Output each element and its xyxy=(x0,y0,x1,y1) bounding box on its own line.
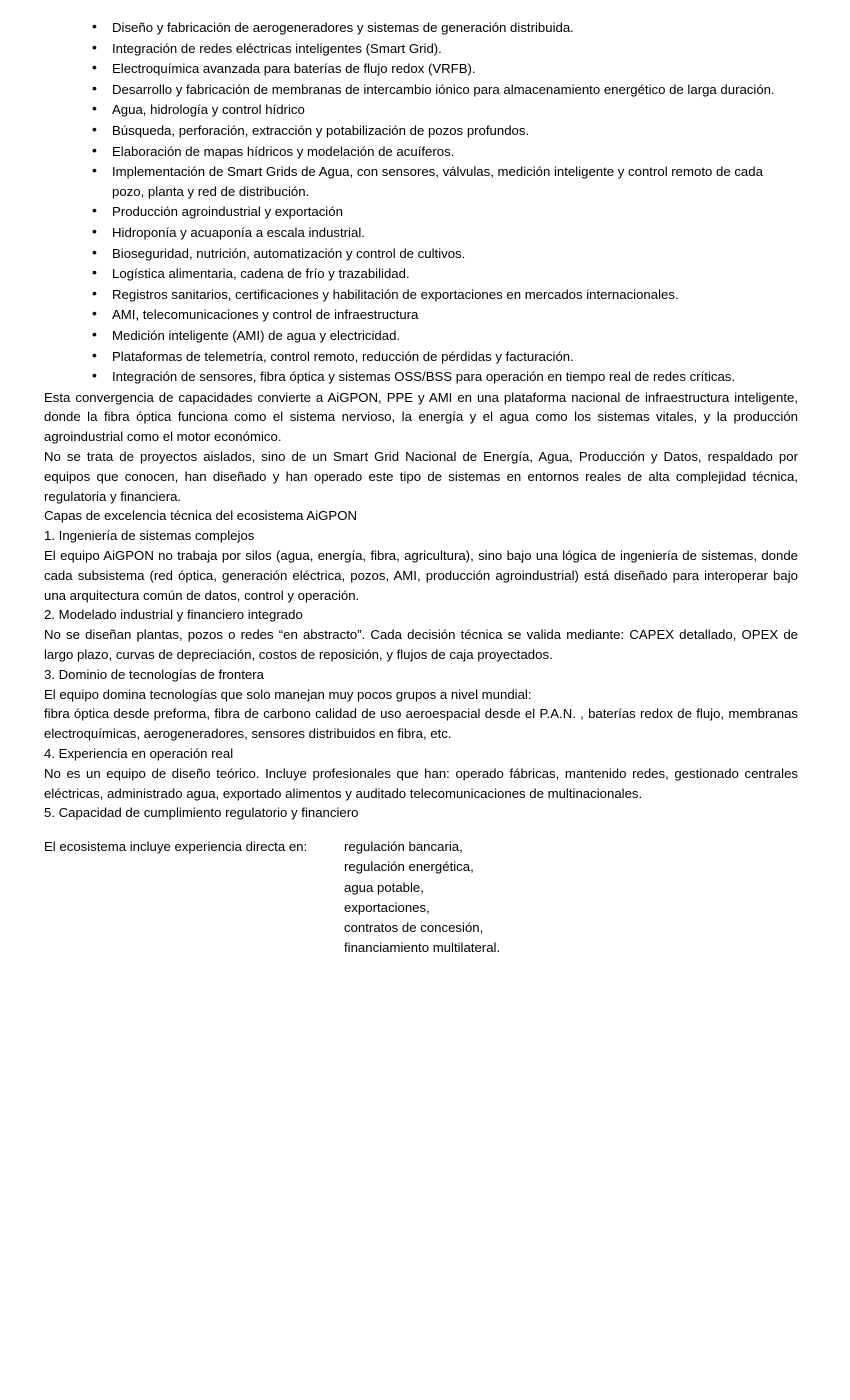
closing-block xyxy=(44,837,798,958)
list-item: contratos de concesión, xyxy=(344,920,484,936)
list-item: • Agua, hidrología y control hídrico xyxy=(90,100,798,120)
list-item: • Logística alimentaria, cadena de frío y trazabilidad. xyxy=(90,264,798,284)
heading-modelado-industrial: 2. Modelado industrial y financiero integrado xyxy=(44,607,303,623)
body-experiencia-operacion: No es un equipo de diseño teórico. Incluye profesionales que han: operado fábricas, mantenido redes, gestionado centrales eléctricas, administrado agua, exportado alimentos y auditado telecomunicaciones de multinacionales. xyxy=(44,765,798,801)
list-item: • Búsqueda, perforación, extracción y potabilización de pozos profundos. xyxy=(90,121,798,141)
closing-lead-text: El ecosistema incluye experiencia directa en: xyxy=(44,839,308,855)
list-item: regulación bancaria, xyxy=(344,839,463,855)
capabilities-bullet-list xyxy=(44,18,798,387)
paragraph-smart-grid-nacional: No se trata de proyectos aislados, sino de un Smart Grid Nacional de Energía, Agua, Producción y Datos, respaldado por equipos que conocen, han diseñado y han operado este tipo de sistemas en entornos reales de alta complejidad técnica, regulatoria y financiera. xyxy=(44,449,798,504)
list-item: exportaciones, xyxy=(344,899,430,915)
heading-cumplimiento-regulatorio: 5. Capacidad de cumplimiento regulatorio y financiero xyxy=(44,805,359,821)
list-item: • Hidroponía y acuaponía a escala industrial. xyxy=(90,223,798,243)
closing-experience-list xyxy=(344,837,500,958)
list-item: • Electroquímica avanzada para baterías de flujo redox (VRFB). xyxy=(90,59,798,79)
heading-ingenieria-sistemas: 1. Ingeniería de sistemas complejos xyxy=(44,528,255,544)
list-item: • Registros sanitarios, certificaciones y habilitación de exportaciones en mercados internacionales. xyxy=(90,285,798,305)
list-item: • AMI, telecomunicaciones y control de infraestructura xyxy=(90,305,798,325)
list-item: • Medición inteligente (AMI) de agua y electricidad. xyxy=(90,326,798,346)
body-tecnologias-frontera-detalle: fibra óptica desde preforma, fibra de carbono calidad de uso aeroespacial desde el P.A.N. , baterías redox de flujo, membranas electroquímicas, aerogeneradores, sensores distribuidos en fibra, etc. xyxy=(44,706,798,742)
body-modelado-industrial: No se diseñan plantas, pozos o redes “en abstracto”. Cada decisión técnica se valida mediante: CAPEX detallado, OPEX de largo plazo, curvas de depreciación, costos de reposición, y flujos de caja proyectados. xyxy=(44,627,798,663)
list-item: regulación energética, xyxy=(344,859,474,875)
paragraph-convergencia: Esta convergencia de capacidades convierte a AiGPON, PPE y AMI en una plataforma nacional de infraestructura inteligente, donde la fibra óptica funciona como el sistema nervioso, la energía y el agua como los sistemas vitales, y la producción agroindustrial como el motor económico. xyxy=(44,389,798,445)
list-item: • Producción agroindustrial y exportación xyxy=(90,202,798,222)
list-item: • Integración de sensores, fibra óptica y sistemas OSS/BSS para operación en tiempo real de redes críticas. xyxy=(90,367,798,387)
list-item: agua potable, xyxy=(344,879,424,895)
list-item: financiamiento multilateral. xyxy=(344,940,501,956)
section-title-capas-excelencia: Capas de excelencia técnica del ecosistema AiGPON xyxy=(44,508,357,524)
list-item: • Elaboración de mapas hídricos y modelación de acuíferos. xyxy=(90,142,798,162)
list-item: • Implementación de Smart Grids de Agua, con sensores, válvulas, medición inteligente y control remoto de cada pozo, planta y red de distribución. xyxy=(90,162,798,201)
list-item: • Bioseguridad, nutrición, automatización y control de cultivos. xyxy=(90,244,798,264)
list-item: • Diseño y fabricación de aerogeneradores y sistemas de generación distribuida. xyxy=(90,18,798,38)
heading-tecnologias-frontera: 3. Dominio de tecnologías de frontera xyxy=(44,666,264,682)
list-item: • Desarrollo y fabricación de membranas de intercambio iónico para almacenamiento energético de larga duración. xyxy=(90,80,798,100)
list-item: • Plataformas de telemetría, control remoto, reducción de pérdidas y facturación. xyxy=(90,347,798,367)
body-tecnologias-frontera: El equipo domina tecnologías que solo manejan muy pocos grupos a nivel mundial: xyxy=(44,686,532,702)
body-ingenieria-sistemas: El equipo AiGPON no trabaja por silos (agua, energía, fibra, agricultura), sino bajo una lógica de ingeniería de sistemas, donde cada subsistema (red óptica, generación eléctrica, pozos, AMI, producción agroindustrial) está diseñado para interoperar bajo una arquitectura común de datos, control y operación. xyxy=(44,548,798,603)
list-item: • Integración de redes eléctricas inteligentes (Smart Grid). xyxy=(90,39,798,59)
heading-experiencia-operacion: 4. Experiencia en operación real xyxy=(44,746,234,762)
